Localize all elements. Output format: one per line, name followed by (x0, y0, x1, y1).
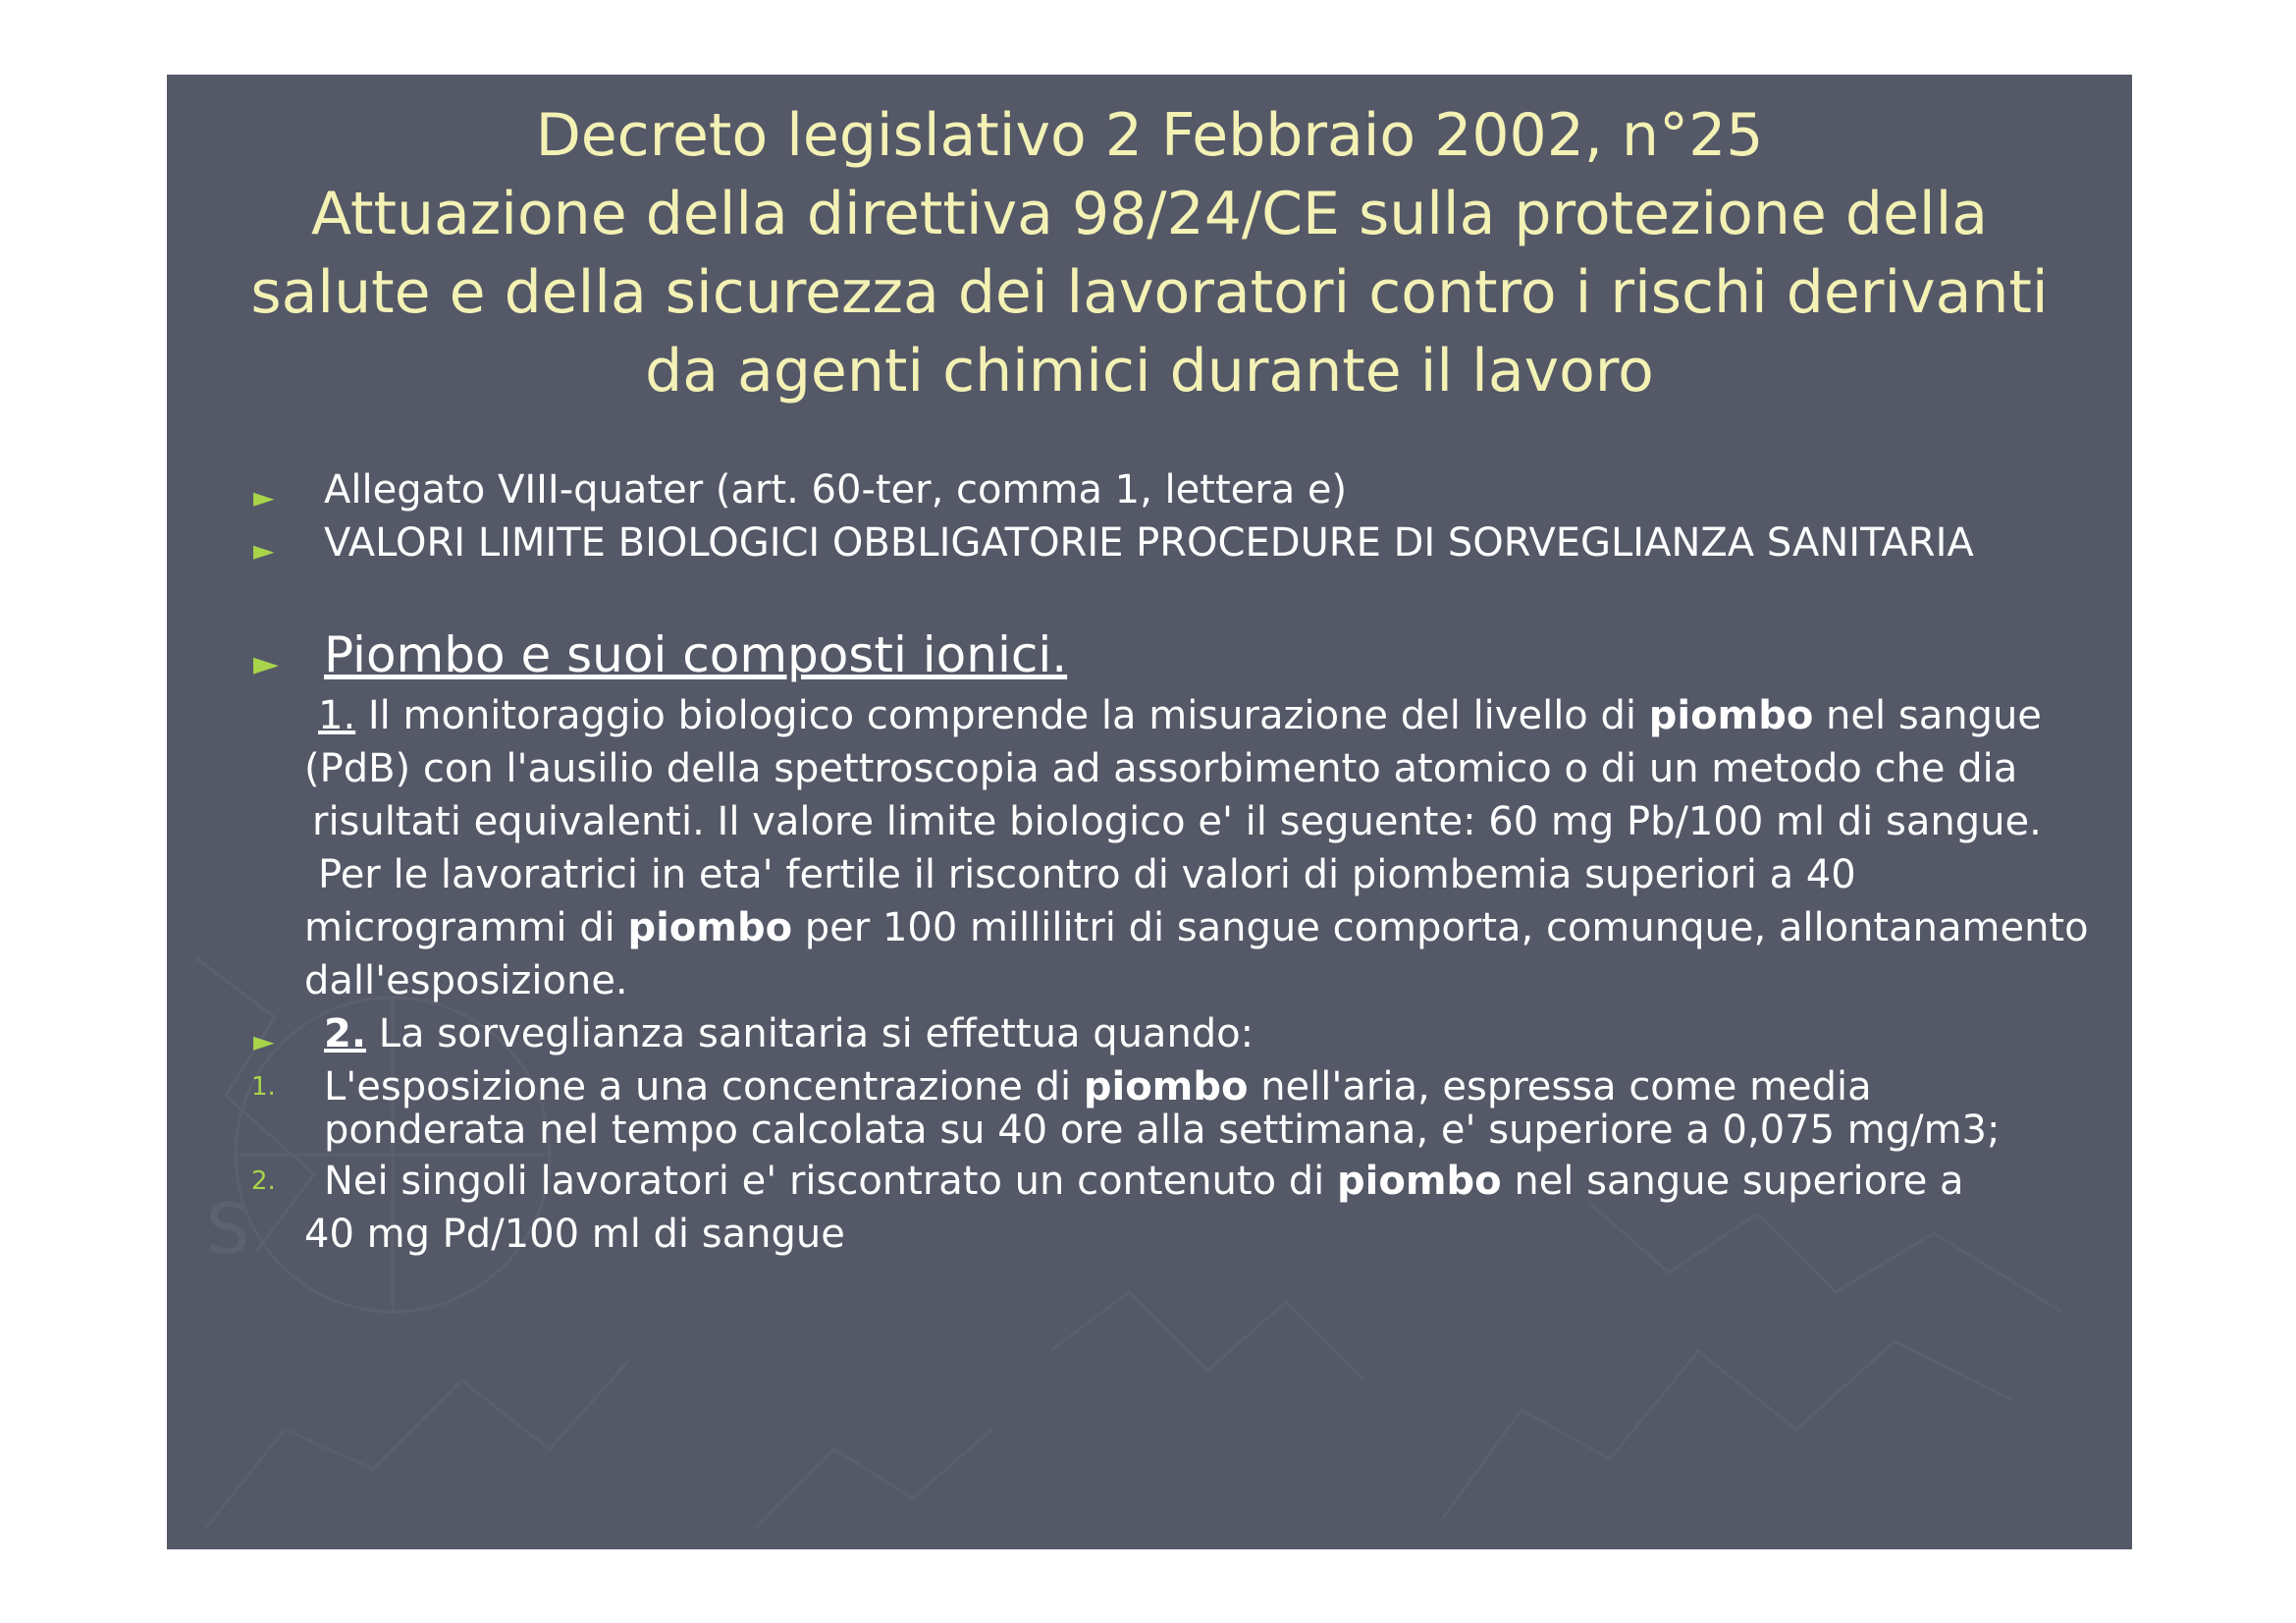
bold-term: piombo (627, 905, 793, 950)
list-marker: 2. (251, 1166, 276, 1196)
title-line: Decreto legislativo 2 Febbraio 2002, n°25 (535, 101, 1764, 170)
title-line: da agenti chimici durante il lavoro (645, 337, 1654, 406)
point1-line4: Per le lavoratrici in eta' fertile il riscontro di valori di piombemia superiori a 40 (318, 852, 1856, 897)
slide-title (167, 96, 2132, 410)
point1-line3: risultati equivalenti. Il valore limite biologico e' il seguente: 60 mg Pb/100 ml di sangue. (312, 799, 2042, 844)
numbered-item-1-line1: L'esposizione a una concentrazione di piombo nell'aria, espressa come media (324, 1064, 1872, 1109)
bullet-arrow-icon: ► (253, 534, 275, 567)
point1-line6: dall'esposizione. (304, 958, 628, 1003)
svg-text:S: S (206, 1189, 250, 1270)
bullet-arrow-icon: ► (253, 481, 275, 514)
title-line: Attuazione della direttiva 98/24/CE sulla protezione della (310, 180, 1989, 248)
bold-term: piombo (1648, 693, 1814, 738)
point1-line5: microgrammi di piombo per 100 millilitri di sangue comporta, comunque, allontanamento (304, 905, 2089, 950)
numbered-item-1-line2: ponderata nel tempo calcolata su 40 ore alla settimana, e' superiore a 0,075 mg/m3; (324, 1108, 2001, 1153)
bold-term: piombo (1083, 1064, 1249, 1109)
bullet-arrow-icon: ► (253, 1025, 275, 1057)
bullet-arrow-icon: ► (253, 644, 280, 683)
title-line: salute e della sicurezza dei lavoratori contro i rischi derivanti (250, 258, 2049, 327)
list-marker: 1. (251, 1072, 276, 1102)
bullet-allegato: Allegato VIII-quater (art. 60-ter, comma 1, lettera e) (324, 467, 1348, 513)
point1-line2: (PdB) con l'ausilio della spettroscopia ad assorbimento atomico o di un metodo che dia (304, 746, 2018, 791)
numbered-item-2-line2: 40 mg Pd/100 ml di sangue (304, 1212, 845, 1257)
bold-term: piombo (1337, 1159, 1502, 1204)
point1-line1: 1. Il monitoraggio biologico comprende la misurazione del livello di piombo nel sangue (318, 693, 2042, 738)
point1-number: 1. (318, 693, 356, 738)
point2-line: 2. La sorveglianza sanitaria si effettua quando: (324, 1011, 1255, 1056)
bullet-valori-limite: VALORI LIMITE BIOLOGICI OBBLIGATORIE PROCEDURE DI SORVEGLIANZA SANITARIA (324, 520, 1974, 566)
section-heading: Piombo e suoi composti ionici. (324, 626, 1068, 683)
slide (167, 75, 2132, 1549)
point2-number: 2. (324, 1011, 367, 1056)
numbered-item-2-line1: Nei singoli lavoratori e' riscontrato un contenuto di piombo nel sangue superiore a (324, 1159, 1964, 1204)
